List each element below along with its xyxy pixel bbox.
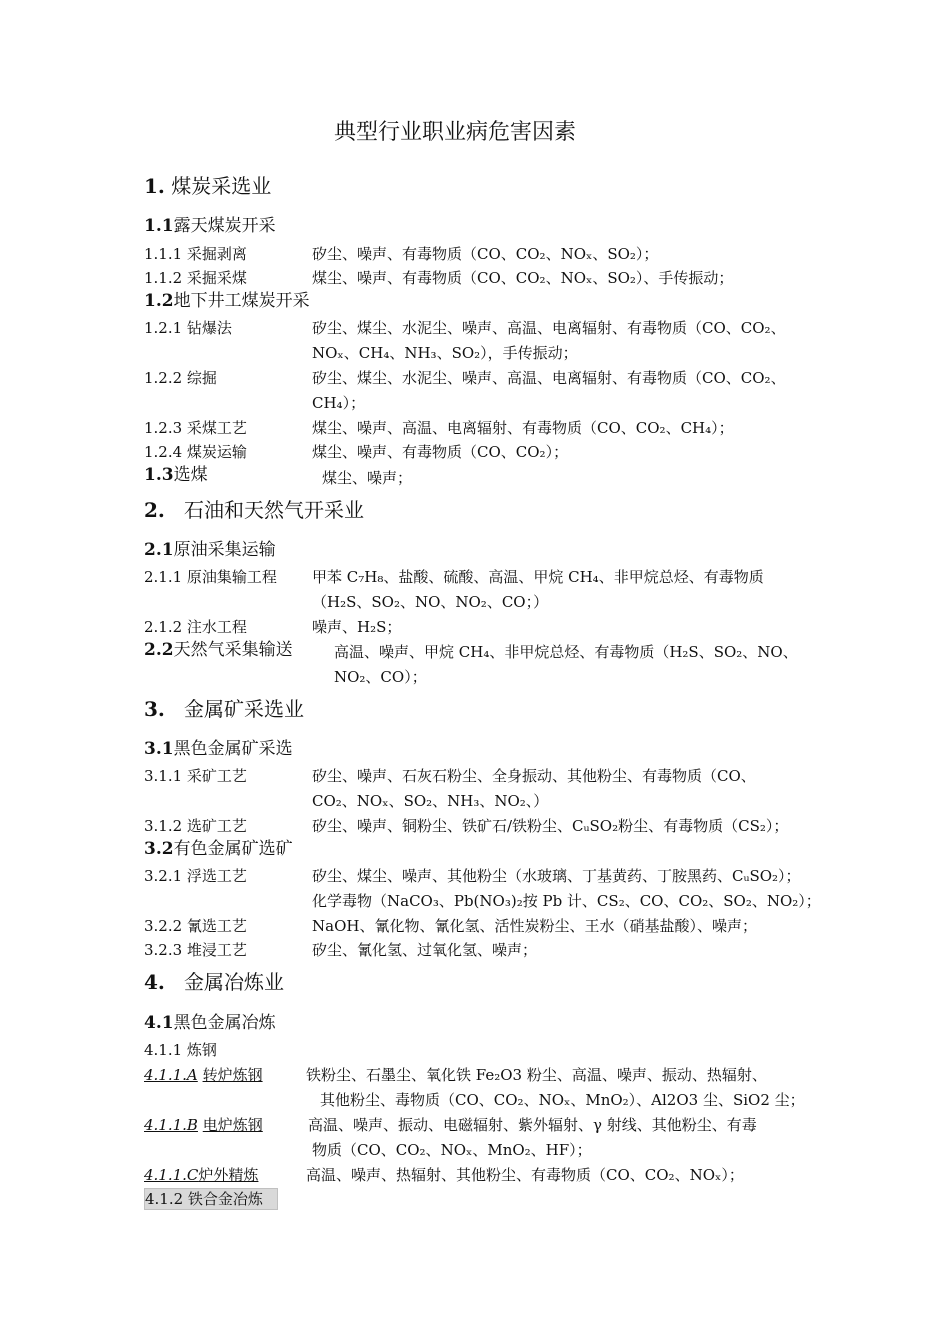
- subsection-label: 天然气采集输送: [173, 640, 293, 660]
- item-label-text: 电炉炼钢: [202, 1116, 263, 1134]
- item-desc: 矽尘、氰化氢、过氧化氢、噪声；: [312, 941, 538, 959]
- item-desc: 矽尘、煤尘、水泥尘、噪声、高温、电离辐射、有毒物质（CO、CO₂、: [312, 319, 786, 337]
- item-label: 2.1.1 原油集输工程: [144, 568, 277, 586]
- subsection-number: 3.2: [144, 839, 174, 859]
- subsection-label: 黑色金属矿采选: [173, 739, 293, 759]
- item-label: 3.2.2 氰选工艺: [144, 917, 247, 935]
- subsection-label: 原油采集运输: [173, 540, 276, 560]
- subsection-heading: [144, 215, 276, 237]
- item-label: 2.1.2 注水工程: [144, 618, 247, 636]
- item-code: 4.1.1.C: [144, 1166, 199, 1184]
- item-desc: 噪声、H₂S；: [312, 618, 402, 636]
- item-desc: 煤尘、噪声；: [322, 469, 413, 487]
- item-label: 3.1.1 采矿工艺: [144, 767, 247, 785]
- item-desc: 高温、噪声、热辐射、其他粉尘、有毒物质（CO、CO₂、NOₓ）；: [306, 1166, 744, 1184]
- subsection-heading: [144, 838, 293, 860]
- item-desc: 煤尘、噪声、有毒物质（CO、CO₂、NOₓ、SO₂）、手传振动；: [312, 269, 734, 287]
- item-desc: （H₂S、SO₂、NO、NO₂、CO；）: [312, 593, 549, 611]
- item-desc: 矽尘、噪声、石灰石粉尘、全身振动、其他粉尘、有毒物质（CO、: [312, 767, 756, 785]
- item-code: 4.1.1.B: [144, 1116, 198, 1134]
- item-desc: 物质（CO、CO₂、NOₓ、MnO₂、HF）；: [312, 1141, 592, 1159]
- subsection-number: 4.1: [144, 1013, 174, 1033]
- item-desc: NaOH、氰化物、氰化氢、活性炭粉尘、王水（硝基盐酸）、噪声；: [312, 917, 757, 935]
- subsection-number: 2.1: [144, 540, 174, 560]
- subsection-heading: [144, 1012, 276, 1034]
- subsection-label: 露天煤炭开采: [173, 216, 276, 236]
- item-label: [144, 1165, 258, 1185]
- section-heading: [144, 968, 284, 996]
- section-label: 金属矿采选业: [183, 697, 304, 721]
- item-desc: 矽尘、噪声、铜粉尘、铁矿石/铁粉尘、CᵤSO₂粉尘、有毒物质（CS₂）；: [312, 817, 789, 835]
- subsection-number: 1.1: [144, 216, 174, 236]
- section-number: 1.: [144, 174, 165, 198]
- item-label: 4.1.1 炼钢: [144, 1041, 217, 1059]
- subsection-label: 有色金属矿选矿: [173, 839, 293, 859]
- item-label-text: 转炉炼钢: [202, 1066, 263, 1084]
- page-title: 典型行业职业病危害因素: [334, 120, 577, 145]
- subsection-label: 选煤: [173, 465, 208, 485]
- item-desc: NO₂、CO）；: [334, 668, 427, 686]
- item-label: 3.2.1 浮选工艺: [144, 867, 247, 885]
- item-code: 4.1.1.A: [144, 1066, 198, 1084]
- subsection-label: 地下井工煤炭开采: [173, 291, 310, 311]
- section-heading: [144, 496, 364, 524]
- subsection-heading: [144, 639, 293, 661]
- item-label: [144, 1065, 263, 1085]
- item-desc: 矽尘、煤尘、水泥尘、噪声、高温、电离辐射、有毒物质（CO、CO₂、: [312, 369, 786, 387]
- subsection-number: 3.1: [144, 739, 174, 759]
- item-desc: CH₄）；: [312, 394, 366, 412]
- item-label: 1.2.4 煤炭运输: [144, 443, 247, 461]
- section-number: 2.: [144, 498, 165, 522]
- item-desc: 甲苯 C₇H₈、盐酸、硫酸、高温、甲烷 CH₄、非甲烷总烃、有毒物质: [312, 568, 764, 586]
- subsection-heading: [144, 290, 310, 312]
- section-label: 煤炭采选业: [171, 174, 272, 198]
- section-heading: [144, 695, 304, 723]
- item-label: 1.2.3 采煤工艺: [144, 419, 247, 437]
- subsection-label: 黑色金属冶炼: [173, 1013, 276, 1033]
- item-label: 1.1.1 采掘剥离: [144, 245, 247, 263]
- item-desc: 化学毒物（NaCO₃、Pb(NO₃)₂按 Pb 计、CS₂、CO、CO₂、SO₂、NO₂）；: [312, 892, 821, 910]
- item-desc: 煤尘、噪声、有毒物质（CO、CO₂）；: [312, 443, 569, 461]
- item-label: 1.2.1 钻爆法: [144, 319, 232, 337]
- item-desc: 其他粉尘、毒物质（CO、CO₂、NOₓ、MnO₂）、Al2O3 尘、SiO2 尘；: [320, 1091, 805, 1109]
- item-label: 1.1.2 采掘采煤: [144, 269, 247, 287]
- subsection-number: 1.2: [144, 291, 174, 311]
- subsection-heading: [144, 738, 293, 760]
- item-desc: 矽尘、煤尘、噪声、其他粉尘（水玻璃、丁基黄药、丁胺黑药、CᵤSO₂）；: [312, 867, 801, 885]
- item-label: 3.2.3 堆浸工艺: [144, 941, 247, 959]
- highlighted-item-label: 4.1.2 铁合金冶炼: [144, 1188, 278, 1210]
- item-label: 1.2.2 综掘: [144, 369, 217, 387]
- subsection-number: 2.2: [144, 640, 174, 660]
- subsection-number: 1.3: [144, 465, 174, 485]
- item-desc: 高温、噪声、甲烷 CH₄、非甲烷总烃、有毒物质（H₂S、SO₂、NO、: [334, 643, 798, 661]
- item-desc: 矽尘、噪声、有毒物质（CO、CO₂、NOₓ、SO₂）；: [312, 245, 659, 263]
- item-desc: 铁粉尘、石墨尘、氧化铁 Fe₂O3 粉尘、高温、噪声、振动、热辐射、: [306, 1066, 767, 1084]
- item-desc: 煤尘、噪声、高温、电离辐射、有毒物质（CO、CO₂、CH₄）；: [312, 419, 734, 437]
- subsection-heading: [144, 464, 208, 486]
- item-desc: NOₓ、CH₄、NH₃、SO₂），手传振动；: [312, 344, 578, 362]
- section-number: 3.: [144, 697, 165, 721]
- section-heading: [144, 172, 271, 200]
- item-label: [144, 1115, 263, 1135]
- section-number: 4.: [144, 970, 165, 994]
- item-desc: 高温、噪声、振动、电磁辐射、紫外辐射、γ 射线、其他粉尘、有毒: [308, 1116, 757, 1134]
- item-desc: CO₂、NOₓ、SO₂、NH₃、NO₂、）: [312, 792, 549, 810]
- item-label-text: 炉外精炼: [198, 1166, 259, 1184]
- item-label: 3.1.2 选矿工艺: [144, 817, 247, 835]
- section-label: 金属冶炼业: [183, 970, 284, 994]
- section-label: 石油和天然气开采业: [183, 498, 364, 522]
- subsection-heading: [144, 539, 276, 561]
